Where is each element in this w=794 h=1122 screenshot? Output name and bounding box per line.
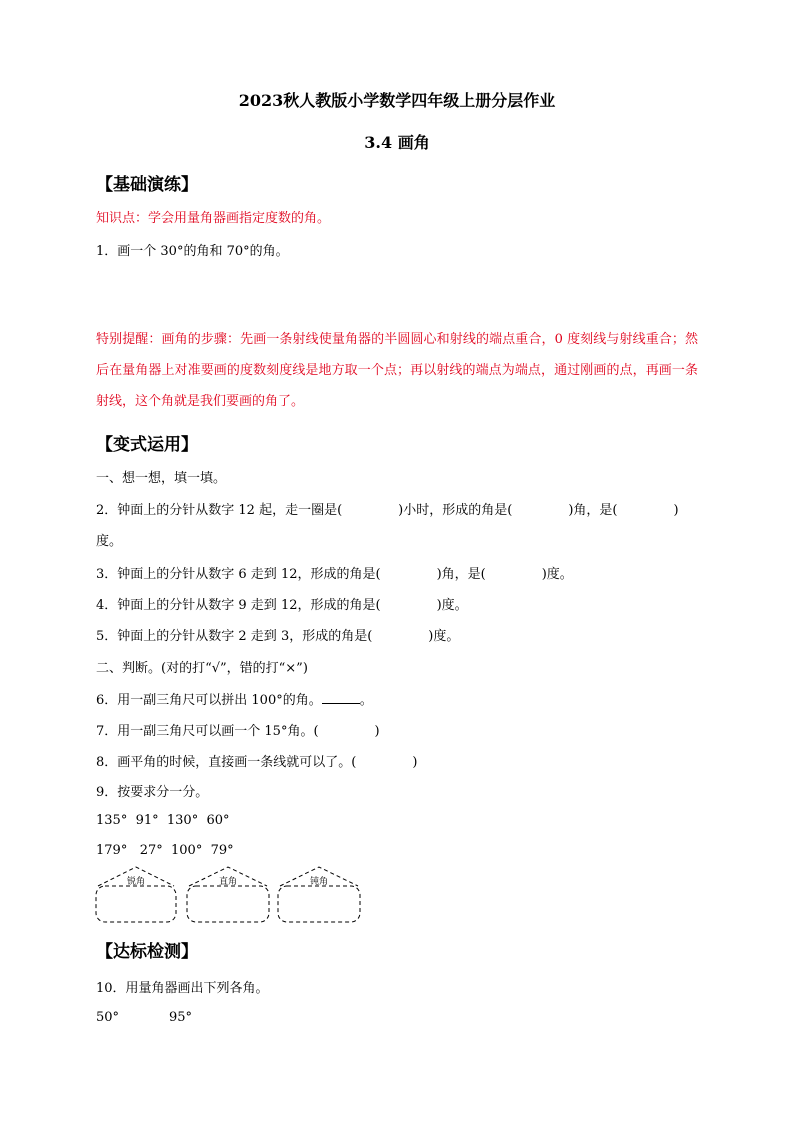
q4-text-a: 4．钟面上的分针从数字 9 走到 12，形成的角是(: [96, 598, 381, 613]
question-8: [96, 751, 417, 770]
question-3: [96, 563, 573, 582]
question-9: 9．按要求分一分。: [96, 785, 209, 800]
part-2-heading: 二、判断。(对的打“√”，错的打“×”): [96, 661, 308, 676]
box-acute[interactable]: [94, 864, 178, 924]
q2-text-c: )角，是(: [568, 503, 618, 518]
angles-row-2: 179° 27° 100° 79°: [96, 843, 234, 858]
q8-text-b: ): [412, 755, 418, 770]
q10-angle-1: 50°: [96, 1010, 120, 1025]
box-obtuse[interactable]: [276, 864, 362, 924]
question-10: 10．用量角器画出下列各角。: [96, 981, 269, 996]
special-tip: 特别提醒：画角的步骤：先画一条射线使量角器的半圆圆心和射线的端点重合，0 度刻线与射线重合；然后在量角器上对准要画的度数刻度线是地方取一个点；再以射线的端点为端点，通过刚画的点，再画一条射线，这个角就是我们要画的角了。: [96, 332, 698, 409]
angles-row-1: 135° 91° 130° 60°: [96, 813, 230, 828]
q2-text-a: 2．钟面上的分针从数字 12 起，走一圈是(: [96, 503, 343, 518]
q5-text-b: )度。: [428, 629, 460, 644]
q3-text-b: )角，是(: [436, 567, 486, 582]
page-title: 2023秋人教版小学数学四年级上册分层作业: [238, 91, 556, 110]
page-subtitle: 3.4 画角: [364, 133, 430, 152]
q2-text-d: ): [673, 503, 679, 518]
part-1-heading: 一、想一想，填一填。: [96, 471, 227, 486]
q3-text-c: )度。: [541, 567, 573, 582]
box-obtuse-label: 钝角: [309, 877, 329, 887]
q8-text-a: 8．画平角的时候，直接画一条线就可以了。(: [96, 755, 357, 770]
q3-text-a: 3．钟面上的分针从数字 6 走到 12，形成的角是(: [96, 567, 381, 582]
question-2: [96, 499, 698, 518]
question-1: 1．画一个 30°的角和 70°的角。: [96, 244, 289, 259]
q6-answer-line[interactable]: [322, 691, 360, 704]
section-standard: 【达标检测】: [96, 942, 198, 962]
q6-text-a: 6．用一副三角尺可以拼出 100°的角。: [96, 693, 322, 708]
q7-text-b: ): [374, 724, 380, 739]
q4-text-b: )度。: [436, 598, 468, 613]
question-7: [96, 720, 380, 739]
q2-text-b: )小时，形成的角是(: [398, 503, 513, 518]
box-acute-label: 锐角: [126, 877, 146, 887]
knowledge-point: 知识点：学会用量角器画指定度数的角。: [96, 211, 331, 226]
q6-text-b: 。: [359, 693, 373, 708]
question-6: [96, 689, 373, 708]
section-variant: 【变式运用】: [96, 435, 198, 455]
question-2-continuation: 度。: [96, 534, 123, 549]
q5-text-a: 5．钟面上的分针从数字 2 走到 3，形成的角是(: [96, 629, 373, 644]
q10-angle-2: 95°: [169, 1010, 193, 1025]
q7-text-a: 7．用一副三角尺可以画一个 15°角。(: [96, 724, 319, 739]
section-basic: 【基础演练】: [96, 175, 198, 195]
question-4: [96, 594, 468, 613]
box-right-label: 直角: [218, 877, 238, 887]
box-right[interactable]: [185, 864, 271, 924]
question-5: [96, 625, 459, 644]
